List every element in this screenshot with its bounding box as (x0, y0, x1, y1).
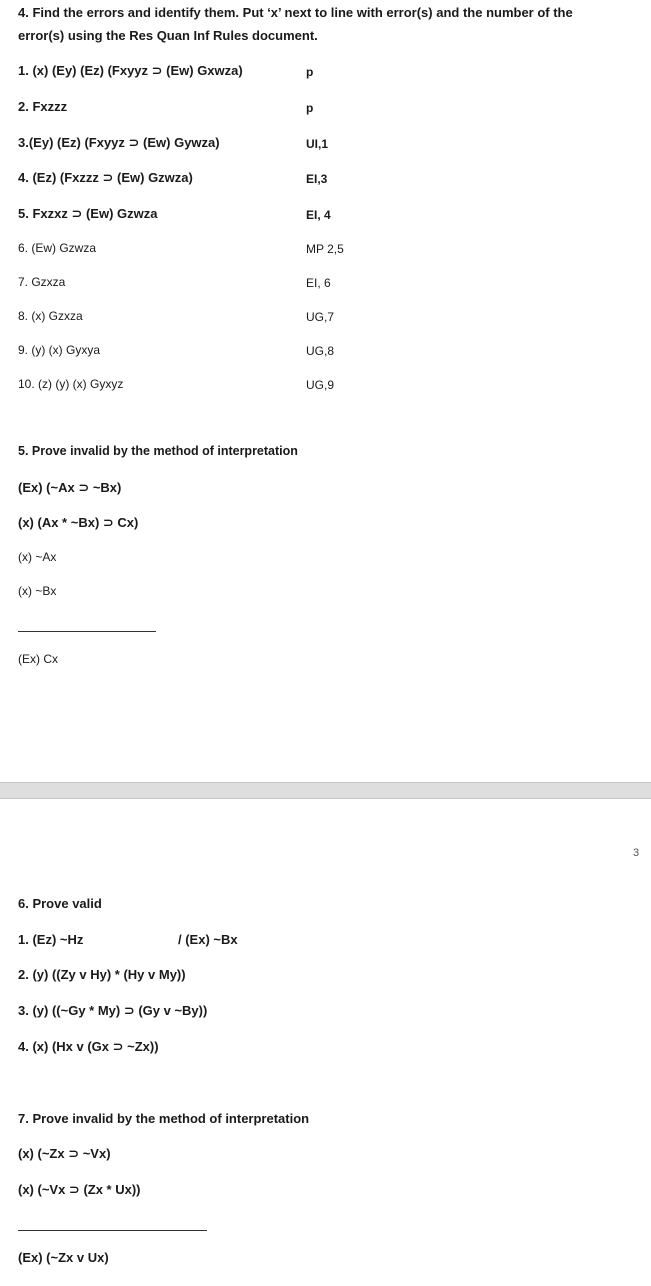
q6-title: 6. Prove valid (18, 896, 102, 911)
q4-reason-1: p (306, 65, 314, 79)
q6-line-4: 4. (x) (Hx v (Gx ⊃ ~Zx)) (18, 1039, 159, 1054)
q4-line-1: 1. (x) (Ey) (Ez) (Fxyyz ⊃ (Ew) Gxwza) (18, 63, 243, 78)
q4-title-line1: 4. Find the errors and identify them. Put ‘x’ next to line with error(s) and the number of the (18, 5, 573, 20)
page-number: 3 (633, 847, 640, 859)
q6-conclusion: / (Ex) ~Bx (178, 932, 238, 947)
q4-reason-10: UG,9 (306, 378, 335, 392)
q5-premise-2: (x) (Ax * ~Bx) ⊃ Cx) (18, 515, 139, 530)
q4-line-10: 10. (z) (y) (x) Gyxyz (18, 377, 124, 391)
q4-reason-9: UG,8 (306, 344, 335, 358)
q4-line-7: 7. Gzxza (18, 275, 66, 289)
page-break (0, 782, 651, 799)
q4-reason-2: p (306, 101, 314, 115)
q4-line-5: 5. Fxzxz ⊃ (Ew) Gzwza (18, 206, 158, 221)
q5-premise-3: (x) ~Ax (18, 550, 57, 564)
q4-line-2: 2. Fxzzz (18, 99, 68, 114)
q4-line-6: 6. (Ew) Gzwza (18, 241, 97, 255)
q6-line-2: 2. (y) ((Zy v Hy) * (Hy v My)) (18, 967, 186, 982)
q7-premise-1: (x) (~Zx ⊃ ~Vx) (18, 1146, 111, 1161)
q5-premise-4: (x) ~Bx (18, 584, 57, 598)
q4-reason-3: UI,1 (306, 137, 329, 151)
q4-title-line2: error(s) using the Res Quan Inf Rules document. (18, 28, 318, 43)
q4-reason-6: MP 2,5 (306, 242, 344, 256)
q5-conclusion-rule (18, 631, 156, 632)
q7-conclusion-rule (18, 1230, 207, 1231)
q5-conclusion: (Ex) Cx (18, 652, 58, 666)
q5-premise-1: (Ex) (~Ax ⊃ ~Bx) (18, 480, 122, 495)
q4-reason-8: UG,7 (306, 310, 335, 324)
q4-reason-4: EI,3 (306, 172, 328, 186)
q6-line-1: 1. (Ez) ~Hz (18, 932, 84, 947)
q7-title: 7. Prove invalid by the method of interpretation (18, 1111, 310, 1126)
q4-line-4: 4. (Ez) (Fxzzz ⊃ (Ew) Gzwza) (18, 170, 193, 185)
q4-line-9: 9. (y) (x) Gyxya (18, 343, 101, 357)
q7-conclusion: (Ex) (~Zx v Ux) (18, 1250, 109, 1265)
q4-line-3: 3.(Ey) (Ez) (Fxyyz ⊃ (Ew) Gywza) (18, 135, 220, 150)
q4-reason-5: EI, 4 (306, 208, 331, 222)
q6-line-3: 3. (y) ((~Gy * My) ⊃ (Gy v ~By)) (18, 1003, 208, 1018)
q7-premise-2: (x) (~Vx ⊃ (Zx * Ux)) (18, 1182, 141, 1197)
q4-line-8: 8. (x) Gzxza (18, 309, 83, 323)
q4-reason-7: EI, 6 (306, 276, 331, 290)
q5-title: 5. Prove invalid by the method of interpretation (18, 444, 298, 458)
